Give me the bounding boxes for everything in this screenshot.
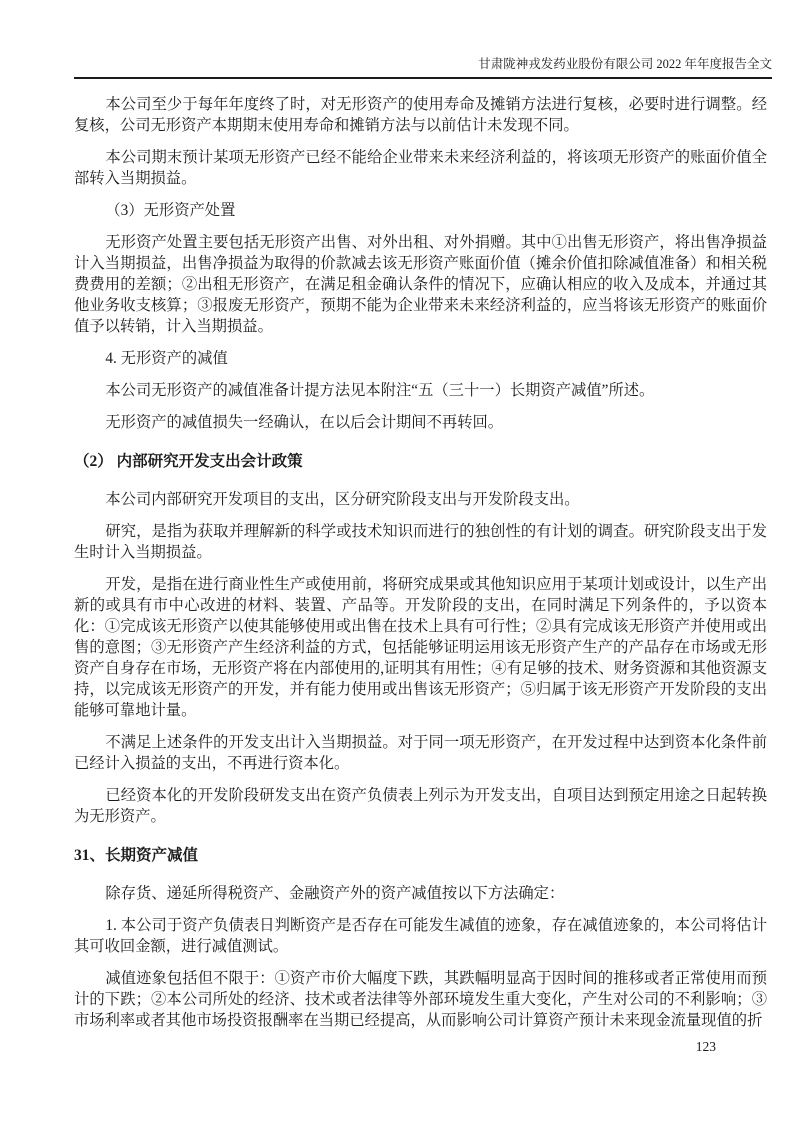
section-heading: （2） 内部研究开发支出会计政策 (74, 453, 303, 470)
body-paragraph: 1. 本公司于资产负债表日判断资产是否存在可能发生减值的迹象，存在减值迹象的，本公司将估计其可收回金额，进行减值测试。 (74, 917, 767, 955)
body-paragraph: 无形资产处置主要包括无形资产出售、对外出租、对外捐赠。其中①出售无形资产，将出售净损益计入当期损益，出售净损益为取得的价款减去该无形资产账面价值（摊余价值扣除减值准备）和相关税费费用的差额；②出租无形资产，在满足租金确认条件的情况下，应确认相应的收入及成本，并通过其他业务收支核算；③报废无形资产，预期不能为企业带来未来经济利益的，应当将该无形资产的账面价值予以转销，计入当期损益。 (74, 234, 767, 335)
body-paragraph: 不满足上述条件的开发支出计入当期损益。对于同一项无形资产，在开发过程中达到资本化条件前已经计入损益的支出，不再进行资本化。 (74, 734, 767, 772)
document-body (74, 94, 767, 1042)
body-paragraph: 减值迹象包括但不限于：①资产市价大幅度下跌，其跌幅明显高于因时间的推移或者正常使用而预计的下跌；②本公司所处的经济、技术或者法律等外部环境发生重大变化，产生对公司的不利影响；③市场利率或者其他市场投资报酬率在当期已经提高，从而影响公司计算资产预计未来现金流量现值的折 (74, 970, 767, 1029)
body-paragraph: 无形资产的减值损失一经确认，在以后会计期间不再转回。 (105, 414, 504, 431)
body-paragraph: 本公司无形资产的减值准备计提方法见本附注“五（三十一）长期资产减值”所述。 (105, 382, 655, 399)
body-paragraph: 本公司期末预计某项无形资产已经不能给企业带来未来经济利益的，将该项无形资产的账面价值全部转入当期损益。 (74, 149, 767, 187)
body-paragraph: 研究，是指为获取并理解新的科学或技术知识而进行的独创性的有计划的调查。研究阶段支出于发生时计入当期损益。 (74, 523, 767, 561)
body-paragraph: 本公司至少于每年年度终了时，对无形资产的使用寿命及摊销方法进行复核，必要时进行调整。经复核，公司无形资产本期期末使用寿命和摊销方法与以前估计未发现不同。 (74, 96, 767, 134)
report-header (74, 56, 772, 79)
report-header-title: 甘肃陇神戎发药业股份有限公司 2022 年年度报告全文 (478, 57, 772, 71)
body-paragraph: 开发，是指在进行商业性生产或使用前，将研究成果或其他知识应用于某项计划或设计，以生产出新的或具有市中心改进的材料、装置、产品等。开发阶段的支出，在同时满足下列条件的，予以资本化：①完成该无形资产以使其能够使用或出售在技术上具有可行性；②具有完成该无形资产并使用或出售的意图；③无形资产产生经济利益的方式，包括能够证明运用该无形资产生产的产品存在市场或无形资产自身存在市场，无形资产将在内部使用的,证明其有用性；④有足够的技术、财务资源和其他资源支持，以完成该无形资产的开发，并有能力使用或出售该无形资产；⑤归属于该无形资产开发阶段的支出能够可靠地计量。 (74, 576, 767, 719)
body-paragraph: （3）无形资产处置 (105, 202, 236, 219)
body-paragraph: 除存货、递延所得税资产、金融资产外的资产减值按以下方法确定： (105, 885, 565, 902)
body-paragraph: 本公司内部研究开发项目的支出，区分研究阶段支出与开发阶段支出。 (105, 491, 580, 508)
section-heading: 31、长期资产减值 (74, 847, 199, 864)
body-paragraph: 4. 无形资产的减值 (105, 350, 228, 367)
page-number: 123 (695, 1039, 716, 1054)
body-paragraph: 已经资本化的开发阶段研发支出在资产负债表上列示为开发支出，自项目达到预定用途之日起转换为无形资产。 (74, 787, 767, 825)
